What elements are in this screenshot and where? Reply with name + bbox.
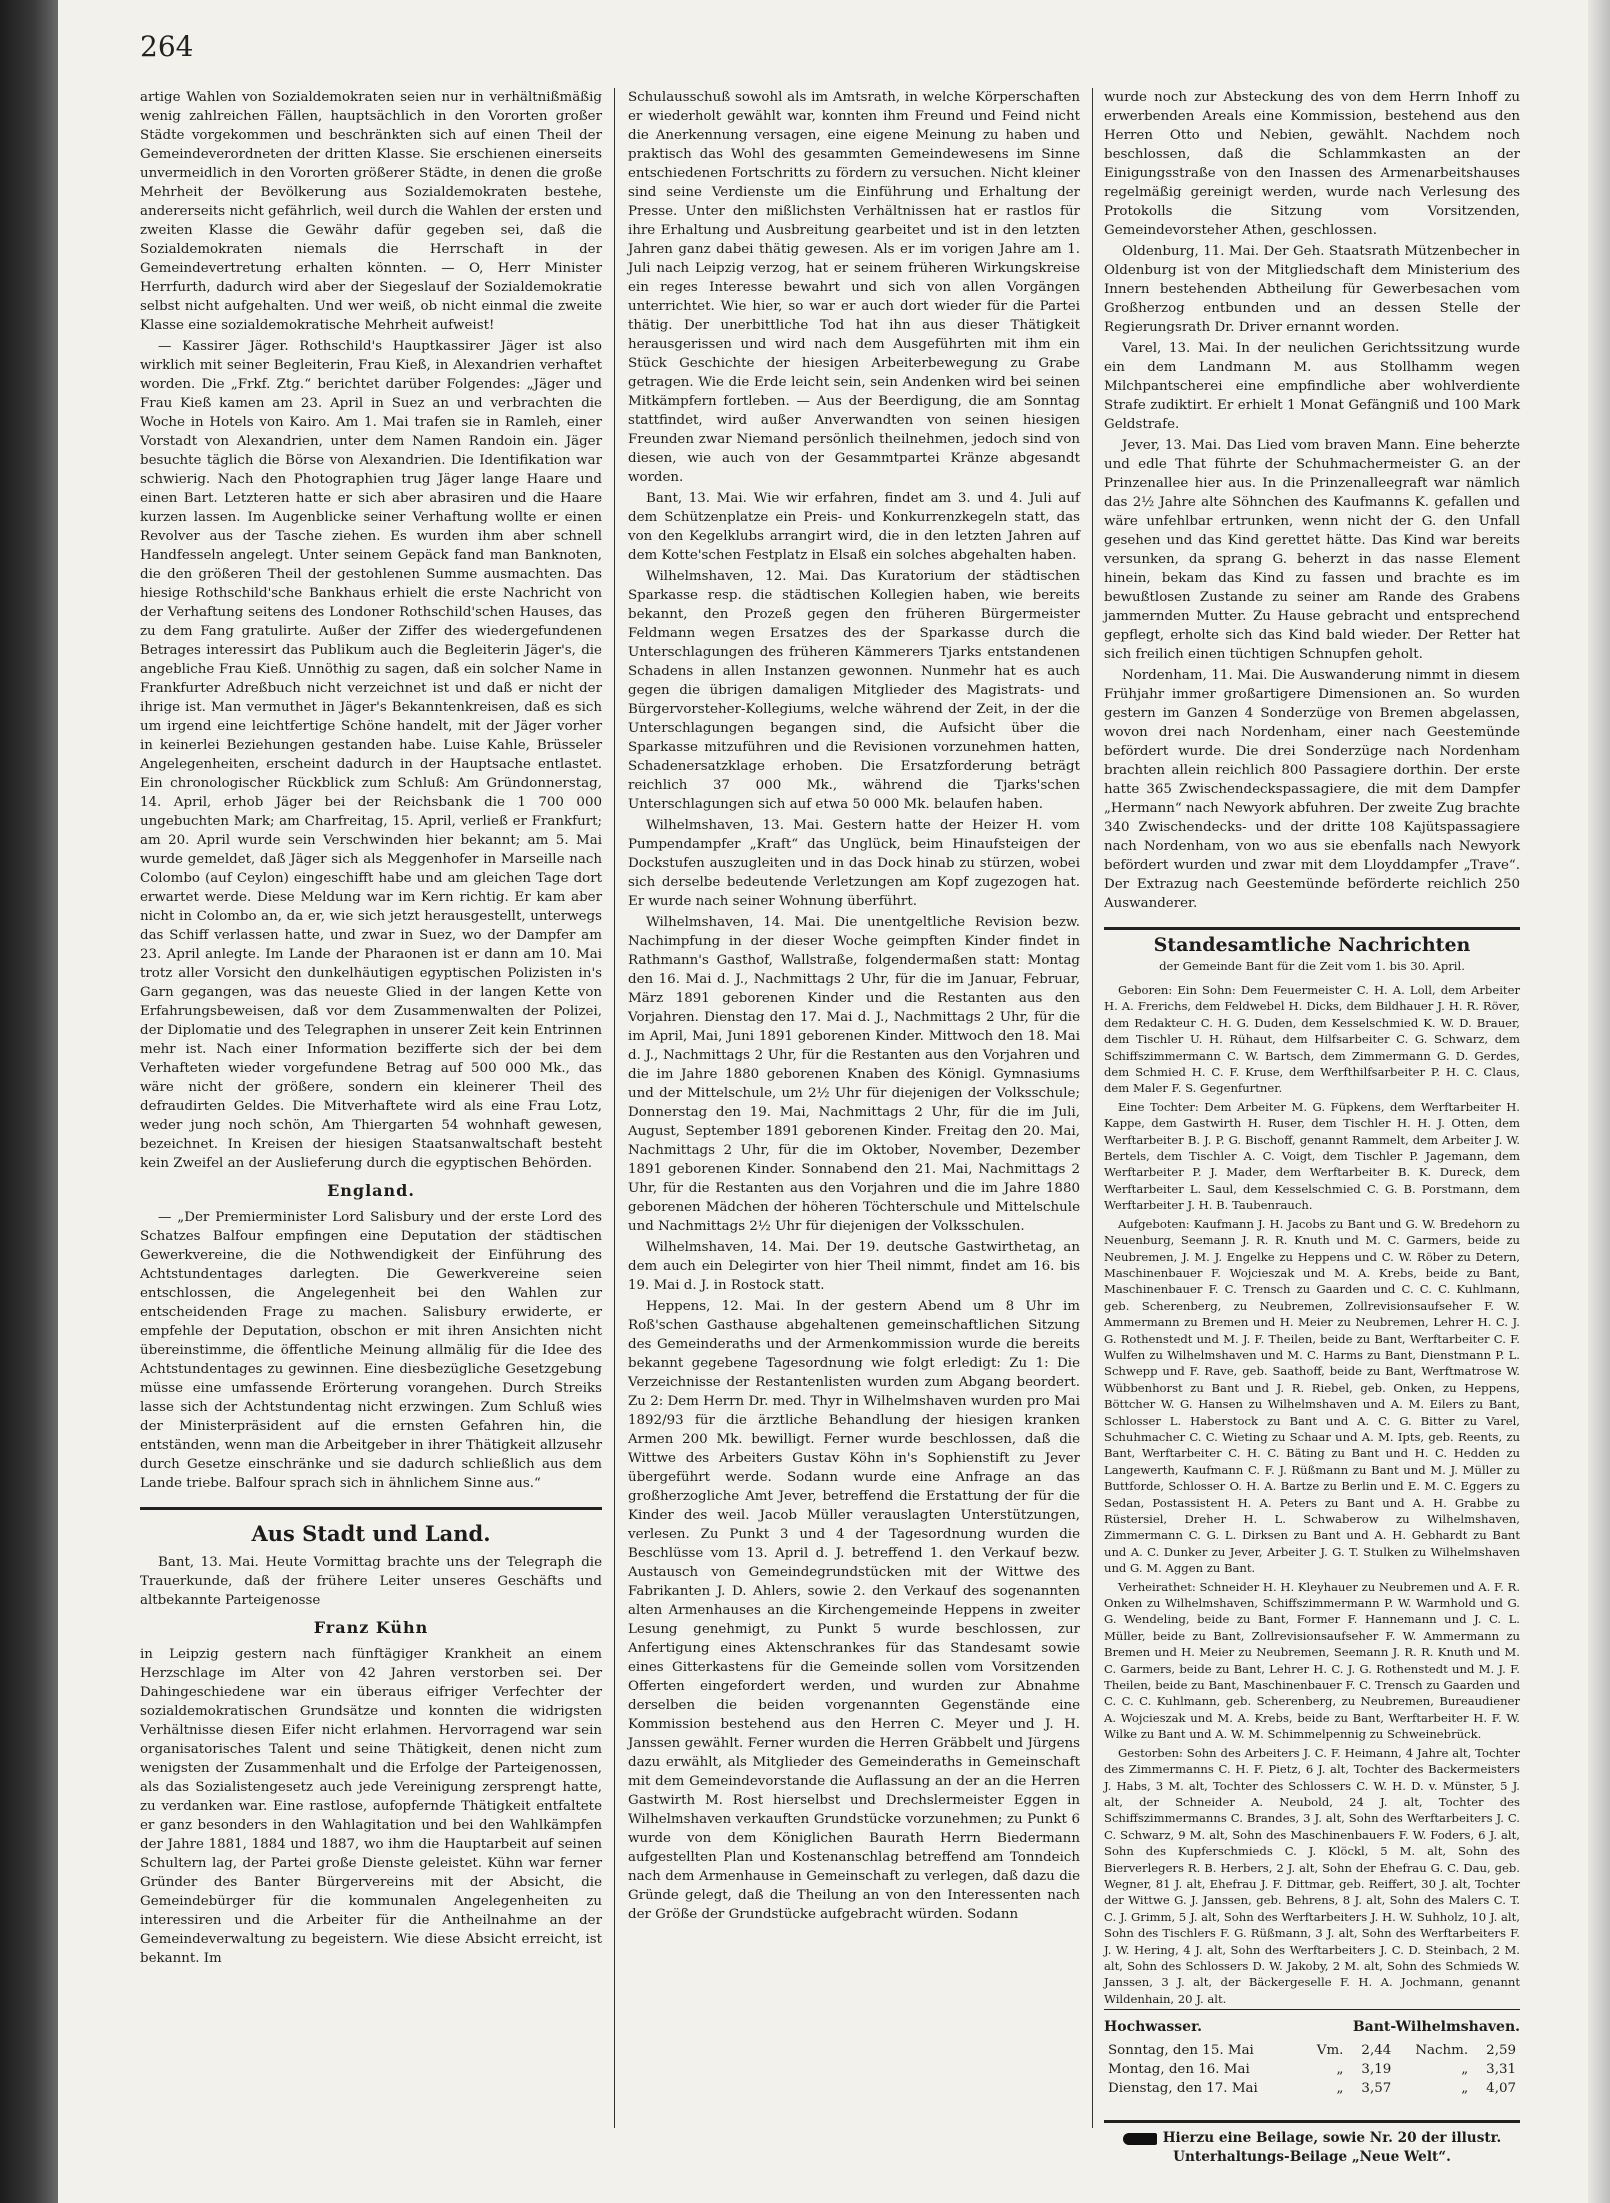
tide-table-header (1104, 2018, 1520, 2037)
article-paragraph: Oldenburg, 11. Mai. Der Geh. Staatsrath Mützenbecher in Oldenburg ist von der Mitgliedschaft dem Ministerium des Innern bestehenden Abtheilung für Gewerbesachen vom Großherzog entbunden und an dessen Stelle der Regierungsrath Dr. Driver ernannt worden. (1104, 244, 1520, 335)
tide-pm-label: „ (1461, 2081, 1469, 2097)
tide-table (1104, 2041, 1520, 2098)
article-paragraph: Nordenham, 11. Mai. Die Auswanderung nimmt in diesem Frühjahr immer großartigere Dimensionen an. So wurden gestern im Ganzen 4 Sonderzüge von Bremen abgelassen, wovon drei nach Nordenham, einer nach Geestemünde befördert wurde. Die drei Sonderzüge nach Nordenham brachten allein reichlich 800 Passagiere dorthin. Der erste hatte 365 Zwischendeckspassagiere, die mit dem Dampfer „Hermann“ nach Newyork abfuhren. Der zweite Zug brachte 340 Zwischendecks- und der dritte 108 Kajütspassagiere nach Nordenham, von wo aus sie ebenfalls nach Newyork befördert wurden und zwar mit dem Lloyddampfer „Trave“. Der Extrazug nach Geestemünde beförderte reichlich 250 Auswanderer. (1104, 668, 1520, 911)
pointing-hand-icon (1123, 2133, 1157, 2145)
civil-registry-list (1104, 982, 1520, 2007)
table-row (1104, 2041, 1520, 2060)
article-paragraph: Varel, 13. Mai. In der neulichen Gerichtssitzung wurde ein dem Landmann M. aus Stollhamm wegen Milchpantscherei eine empfindliche aber wohlverdiente Strafe zudiktirt. Er erhielt 1 Monat Gefängniß und 100 Mark Geldstrafe. (1104, 341, 1520, 432)
article-paragraph: Jever, 13. Mai. Das Lied vom braven Mann. Eine beherzte und edle That führte der Schuhmachermeister G. an der Prinzenallee hier aus. In die Prinzenalleegraft war nämlich das 2½ Jahre alte Söhnchen des Kaufmanns K. gefallen und wäre unfehlbar ertrunken, wenn nicht der G. den Unfall gesehen und das Kind gerettet hätte. Das Kind war bereits versunken, da sprang G. beherzt in das nasse Element hinein, bekam das Kind zu fassen und brachte es im bewußtlosen Zustande zu seiner am Rande des Grabens jammernden Mutter. Zu Hause gebracht und entsprechend gepflegt, erholte sich das Kind bald wieder. Der Retter hat sich freilich einen tüchtigen Schnupfen geholt. (1104, 438, 1520, 662)
article-paragraph: Wilhelmshaven, 12. Mai. Das Kuratorium der städtischen Sparkasse resp. die städtischen Kollegien haben, wie bereits bekannt, den Prozeß gegen den früheren Bürgermeister Feldmann wegen Ersatzes des der Sparkasse durch die Unterschlagungen des früheren Kämmerers Tjarks entstandenen Schadens in allen Instanzen gewonnen. Nunmehr hat es auch gegen die übrigen damaligen Mitglieder des Magistrats- und Bürgervorsteher-Kollegiums, welche während der Zeit, in der die Unterschlagungen begangen sind, die Aufsicht über die Sparkasse mitzuführen und die Revisionen vorzunehmen hatten, Schadenersatzklage erhoben. Die Ersatzforderung beträgt reichlich 37 000 Mk., während die Tjarks'schen Unterschlagungen sich auf etwa 50 000 Mk. belaufen haben. (628, 569, 1080, 812)
tide-location: Bant-Wilhelmshaven. (1352, 2019, 1520, 2036)
book-binding-edge (0, 0, 58, 2203)
article-paragraph: — „Der Premierminister Lord Salisbury und der erste Lord des Schatzes Balfour empfingen eine Deputation der städtischen Gewerkvereine, die die Nothwendigkeit der Einführung des Achtstundentages darlegten. Die Gewerkvereine seien entschlossen, die Angelegenheit bei den Wahlen zur entscheidenden Frage zu machen. Salisbury erwiderte, er empfehle der Deputation, obschon er mit ihren Ansichten nicht übereinstimme, die öffentliche Meinung allmälig für die Idee des Achtstundentages zu gewinnen. Eine diesbezügliche Gesetzgebung müsse eine umfassende Erörterung vorangehen. Durch Streiks lasse sich der Achtstundentag nicht erzwingen. Zum Schluß wies der Ministerpräsident auf die ernsten Gefahren hin, die entständen, wenn man die Arbeitgeber in ihrer Thätigkeit allzusehr durch Gesetze einschränke und sie dadurch schließlich aus dem Lande triebe. Balfour sprach sich in ähnlichem Sinne aus.“ (140, 1210, 602, 1491)
tide-day: Montag, den 16. Mai (1108, 2062, 1250, 2078)
registry-births-daughters: Eine Tochter: Dem Arbeiter M. G. Füpkens, dem Werftarbeiter H. Kappe, dem Gastwirth H. Ruser, dem Tischler H. H. J. Otten, dem Werftarbeiter B. J. P. G. Bischoff, genannt Rammelt, dem Arbeiter J. W. Bertels, dem Tischler A. C. Voigt, dem Tischler P. Jagemann, dem Werftarbeiter P. J. Mader, dem Werftarbeiter B. K. Dureck, dem Werftarbeiter L. Saul, dem Kesselschmied C. G. B. Porstmann, dem Werftarbeiter J. H. B. Taubenrauch. (1104, 1099, 1520, 1213)
tide-pm-value: 3,31 (1486, 2062, 1516, 2078)
section-heading-england: England. (327, 1181, 415, 1200)
tide-am-value: 2,44 (1361, 2043, 1392, 2059)
section-subheading: der Gemeinde Bant für die Zeit vom 1. bis 30. April. (1159, 959, 1465, 973)
registry-births-sons: Geboren: Ein Sohn: Dem Feuermeister C. H. A. Loll, dem Arbeiter H. A. Frerichs, dem Feldwebel H. Dicks, dem Bildhauer J. H. R. Röver, dem Redakteur C. H. G. Duden, dem Kesselschmied K. W. D. Brauer, dem Tischler U. H. Rühaut, dem Hilfsarbeiter C. G. Schwarz, dem Schiffszimmermann C. W. Bartsch, dem Zimmermann G. D. Gerdes, dem Schmied H. C. F. Kruse, dem Werfthilfsarbeiter P. H. C. Claus, dem Maler F. S. Gegenfurtner. (1104, 983, 1520, 1096)
registry-marriages: Verheirathet: Schneider H. H. Kleyhauer zu Neubremen und A. F. R. Onken zu Wilhelmshaven, Schiffszimmermann P. W. Warmhold und G. G. Wendeling, beide zu Bant, Former F. Hannemann und J. C. L. Müller, beide zu Bant, Zollrevisionsaufseher F. W. Ammermann zu Bremen und H. Meier zu Neubremen, Seemann J. R. R. Knuth und M. C. Garmers, beide zu Bant, Lehrer H. C. J. G. Rothenstedt und M. J. F. Theilen, beide zu Bant, Maschinenbauer F. C. Trensch zu Gaarden und C. C. C. Kuhlmann, geb. Scherenberg, zu Neubremen, Bureaudiener A. Wojcieszak und M. A. Krebs, beide zu Bant, Werftarbeiter H. F. W. Wilke zu Bant und A. W. M. Schimmelpennig zu Schweinebrück. (1104, 1579, 1520, 1742)
supplement-notice (1104, 2120, 1520, 2167)
article-paragraph: wurde noch zur Absteckung des von dem Herrn Inhoff zu erwerbenden Areals eine Kommission, bestehend aus den Herren Otto und Nebien, gewählt. Nachdem noch beschlossen, daß die Schlammkasten an der Einigungsstraße von den Inassen des Armenarbeitshauses regelmäßig gereinigt werden, wurde nach Verlesung des Protokolls die Sitzung vom Vorsitzenden, Gemeindevorsteher Athen, geschlossen. (1104, 90, 1520, 238)
tide-day: Dienstag, den 17. Mai (1108, 2081, 1258, 2097)
tide-am-label: „ (1336, 2062, 1344, 2078)
tide-title: Hochwasser. (1104, 2019, 1203, 2036)
tide-pm-label: Nachm. (1415, 2043, 1469, 2059)
tide-am-value: 3,19 (1361, 2062, 1392, 2078)
article-paragraph: Bant, 13. Mai. Heute Vormittag brachte uns der Telegraph die Trauerkunde, daß der frühere Leiter unseres Geschäfts und altbekannte Parteigenosse (140, 1555, 602, 1608)
divider (140, 1507, 602, 1510)
article-paragraph: Heppens, 12. Mai. In der gestern Abend um 8 Uhr im Roß'schen Gasthause abgehaltenen gemeinschaftlichen Sitzung des Gemeinderaths und der Armenkommission wurde die bereits bekannt gegebene Tagesordnung wie folgt erledigt: Zu 1: Die Verzeichnisse der Restantenlisten wurden zum Abgang beordert. Zu 2: Dem Herrn Dr. med. Thyr in Wilhelmshaven wurden pro Mai 1892/93 für die ärztliche Behandlung der hiesigen kranken Armen 200 Mk. bewilligt. Ferner wurde beschlossen, daß die Wittwe des Arbeiters Gustav Köhn in's Sophienstift zu Jever übergeführt werde. Sodann wurde eine Anfrage an das großherzogliche Amt Jever, betreffend die Erstattung der für die Kinder des weil. Jacob Müller verauslagten Unterstützungen, verlesen. Zu Punkt 3 und 4 der Tagesordnung wurden die Beschlüsse vom 13. April d. J. betreffend 1. den Verkauf bezw. Austausch von Gemeindegrundstücken mit der Wittwe des Fabrikanten J. D. Ahlers, sowie 2. den Verkauf des sogenannten alten Armenhauses an die Kirchengemeinde Heppens in zweiter Lesung genehmigt, zu Punkt 5 wurde beschlossen, zur Anfertigung eines Aktenschrankes für das Standesamt sowie eines Gitterkastens für die Gemeinde sollen vom Vorsitzenden Offerten eingefordert werden, und wurden zur Abnahme derselben die beiden vorgenannten Gegenstände eine Kommission bestehend aus den Herren C. Meyer und J. H. Janssen gewählt. Ferner wurden die Herren Gräbbelt und Jürgens dazu erwählt, als Mitglieder des Gemeinderaths in Gemeinschaft mit dem Gemeindevorstande die Auflassung an der an die Herren Gastwirth M. Rost hierselbst und Drechslermeister Eggen in Wilhelmshaven verkauften Grundstücke vorzunehmen; zu Punkt 6 wurde von dem Königlichen Baurath Herrn Biedermann aufgestellten Plan und Kostenanschlag betreffend am Tonndeich nach dem Armenhause in Gemeinschaft zu verlegen, daß dazu die Gründe gelegt, daß die Theilung an von den Interessenten nach der Größe der Grundstücke aufgebracht würden. Sodann (628, 1299, 1080, 1922)
article-paragraph: Wilhelmshaven, 13. Mai. Gestern hatte der Heizer H. vom Pumpendampfer „Kraft“ das Unglück, beim Hinaufsteigen der Dockstufen auszugleiten und in das Dock hinab zu stürzen, wobei sich derselbe bedeutende Verletzungen am Kopf zugezogen hat. Er wurde nach seiner Wohnung überführt. (628, 818, 1080, 909)
tide-pm-label: „ (1461, 2062, 1469, 2078)
supplement-notice-text: Hierzu eine Beilage, sowie Nr. 20 der illustr. Unterhaltungs-Beilage „Neue Welt“. (1162, 2130, 1502, 2166)
divider (1104, 2009, 1520, 2010)
tide-am-label: „ (1336, 2081, 1344, 2097)
column-rule (614, 88, 615, 2128)
divider (1104, 927, 1520, 930)
section-heading-stadt-und-land: Aus Stadt und Land. (251, 1521, 491, 1546)
tide-am-value: 3,57 (1361, 2081, 1392, 2097)
tide-am-label: Vm. (1316, 2043, 1344, 2059)
article-paragraph: in Leipzig gestern nach fünftägiger Krankheit an einem Herzschlage im Alter von 42 Jahren verstorben sei. Der Dahingeschiedene war ein überaus eifriger Verfechter der sozialdemokratischen Grundsätze und konnten die widrigsten Verhältnisse diesen Eifer nicht erlahmen. Hervorragend war sein organisatorisches Talent und seine Thätigkeit, denen nicht zum wenigsten der Zusammenhalt und die Erfolge der Parteigenossen, als das Sozialistengesetz auch jede Vereinigung zersprengt hatte, zu verdanken war. Eine rastlose, aufopfernde Thätigkeit entfaltete er ganz besonders in den Wahlagitation und bei den Wahlkämpfen der Jahre 1881, 1884 und 1887, wo ihm die Hauptarbeit auf seinen Schultern lag, der Partei große Dienste geleistet. Kühn war ferner Gründer des Banter Bürgervereins mit der Absicht, die Gemeindebürger für die kommunalen Angelegenheiten zu interessiren und die Arbeiter für die Antheilnahme an der Gemeindeverwaltung zu begeistern. Wie diese Absicht erreicht, ist bekannt. Im (140, 1647, 602, 1966)
tide-day: Sonntag, den 15. Mai (1108, 2043, 1254, 2059)
article-paragraph: artige Wahlen von Sozialdemokraten seien nur in verhältnißmäßig wenig zahlreichen Fällen, hauptsächlich in den Vororten großer Städte vorgekommen und beschränkten sich auf einen Theil der Gemeindeverordneten der dritten Klasse. Sie erschienen einerseits unvermeidlich in den Vororten größerer Städte, in denen die große Mehrheit der Bevölkerung aus Sozialdemokraten bestehe, andererseits nicht gefährlich, weil durch die Wahlen der ersten und zweiten Klasse die Gewähr dafür gegeben sei, daß die Sozialdemokraten niemals die Herrschaft in der Gemeindevertretung erhalten könnten. — O, Herr Minister Herrfurth, dadurch wird aber der Siegeslauf der Sozialdemokratie selbst nicht aufgehalten. Und wer weiß, ob nicht einmal die zweite Klasse eine sozialdemokratische Mehrheit aufweist! (140, 90, 602, 333)
page-number: 264 (140, 30, 194, 63)
page-edge (1588, 0, 1610, 2203)
column-1 (140, 88, 602, 2118)
column-3 (1104, 88, 1520, 2166)
article-paragraph: Schulausschuß sowohl als im Amtsrath, in welche Körperschaften er wiederholt gewählt war, konnten ihm Freund und Feind nicht die Anerkennung versagen, eine eigene Meinung zu haben und praktisch das Wohl des gesammten Gemeindewesens im Sinne entschiedenen Fortschritts zu fördern zu versuchen. Nicht kleiner sind seine Verdienste um die Einführung und Erhaltung der Presse. Unter den mißlichsten Verhältnissen hat er rastlos für ihre Erhaltung und Ausbreitung gearbeitet und ist in den letzten Jahren ganz dabei thätig gewesen. Als er im vorigen Jahre am 1. Juli nach Leipzig verzog, hat er seinem früheren Wirkungskreise ein reges Interesse bewahrt und sich von allen Vorgängen unterrichtet. Wie hier, so war er auch dort wieder für die Partei thätig. Der unerbittliche Tod hat ihn aus dieser Thätigkeit herausgerissen und wird nach dem Ausgeführten mit ihm ein Stück Geschichte der hiesigen Arbeiterbewegung zu Grabe getragen. Wie die Erde leicht sein, sein Andenken wird bei seinen Mitkämpfern fortleben. — Aus der Beerdigung, die am Sonntag stattfindet, wird außer Anverwandten von seinen hiesigen Freunden zwar Niemand persönlich theilnehmen, jedoch sind von diesen, wie auch von der Gesammtpartei Kränze abgesandt worden. (628, 90, 1080, 485)
article-paragraph: — Kassirer Jäger. Rothschild's Hauptkassirer Jäger ist also wirklich mit seiner Begleiterin, Frau Kieß, in Alexandrien verhaftet worden. Die „Frkf. Ztg.“ berichtet darüber Folgendes: „Jäger und Frau Kieß kamen am 23. April in Suez an und verbrachten die Woche in Hotels von Kairo. Am 1. Mai trafen sie in Ramleh, einer Vorstadt von Alexandrien, unter dem Namen Randoin ein. Jäger besuchte täglich die Börse von Alexandrien. Die Identifikation war schwierig. Nach den Photographien trug Jäger lange Haare und einen Bart. Letzteren hatte er sich aber abrasiren und die Haare kurzen lassen. Im Augenblicke seiner Verhaftung wollte er einen Revolver aus der Tasche ziehen. Es wurden ihm aber schnell Handfesseln angelegt. Unter seinem Gepäck fand man Banknoten, die den größeren Theil der gestohlenen Summe ausmachten. Das hiesige Rothschild'sche Bankhaus erhielt die erste Nachricht von der Verhaftung seitens des Londoner Rothschild'schen Hauses, das zu dem Fang gratulirte. Außer der Ziffer des wiedergefundenen Betrages interessirt das Publikum auch die Begleiterin Jäger's, die angebliche Frau Kieß. Unnöthig zu sagen, daß ein solcher Name in Frankfurter Adreßbuch nicht verzeichnet ist und daß er nicht der ihrige ist. Man vermuthet in Jäger's Bekanntenkreisen, daß es sich um irgend eine leichtfertige Schöne handelt, mit der Jäger vorher in keinerlei Beziehungen gestanden habe. Luise Kahle, Brüsseler Angelegenheiten, erscheint dadurch in der Hauptsache entlastet. Ein chronologischer Rückblick zum Schluß: Am Gründonnerstag, 14. April, erhob Jäger bei der Reichsbank die 1 700 000 ungebuchten Mark; am Charfreitag, 15. April, verließ er Frankfurt; am 20. April wurde sein Verschwinden hier bekannt; am 5. Mai wurde gemeldet, daß Jäger sich als Meggenhofer in Marseille nach Colombo (auf Ceylon) eingeschifft habe und am gleichen Tage dort erwartet werde. Diese Meldung war im Kern richtig. Er kam aber nicht in Colombo an, da er, wie sich jetzt herausgestellt, unterwegs das Schiff verlassen hatte, und zwar in Suez, wo der Dampfer am 23. April anlegte. Im Lande der Pharaonen ist er dann am 10. Mai trotz aller Vorsicht den dunkelhäutigen egyptischen Polizisten in's Garn gegangen, was das neueste Glied in der langen Kette von Erfahrungsbeweisen, daß vor dem Zusammenwalten der Polizei, der Diplomatie und des Telegraphen in unserer Zeit kein Entrinnen mehr ist. Nach einer Information bezifferte sich der bei dem Verhafteten wieder vorgefundene Betrag auf 500 000 Mk., das wäre nicht der größere, sondern ein kleinerer Theil des defraudirten Geldes. Die Mitverhaftete wird als eine Frau Lotz, weder jung noch schön, Am Thiergarten 54 wohnhaft gewesen, bezeichnet. In Kreisen der hiesigen Staatsanwaltschaft besteht kein Zweifel an der Auslieferung durch die egyptischen Behörden. (140, 339, 602, 1171)
section-heading-standesamt: Standesamtliche Nachrichten (1153, 934, 1471, 956)
table-row (1104, 2060, 1520, 2079)
article-paragraph: Wilhelmshaven, 14. Mai. Die unentgeltliche Revision bezw. Nachimpfung in der dieser Woche geimpften Kinder findet in Rathmann's Gasthof, Wallstraße, folgendermaßen statt: Montag den 16. Mai d. J., Nachmittags 2 Uhr, für die im Januar, Februar, März 1891 geborenen Kinder und die Restanten aus den Vorjahren. Dienstag den 17. Mai d. J., Nachmittags 2 Uhr, für die im April, Mai, Juni 1891 geborenen Kinder. Mittwoch den 18. Mai d. J., Nachmittags 2 Uhr, für die Restanten aus den Vorjahren und die im Jahre 1880 geborenen Knaben des Königl. Gymnasiums und der Mittelschule, um 2½ Uhr für diejenigen der Volksschule; Donnerstag den 19. Mai, Nachmittags 2 Uhr, für die im Juli, August, September 1891 geborenen Kinder. Freitag den 20. Mai, Nachmittags 2 Uhr, für die im Oktober, November, Dezember 1891 geborenen Kinder. Sonnabend den 21. Mai, Nachmittags 2 Uhr, für die Restanten aus den Vorjahren und die im Jahre 1880 geborenen Mädchen der höheren Töchterschule und Mittelschule und Nachmittags 2½ Uhr für diejenigen der Volksschulen. (628, 915, 1080, 1234)
article-paragraph: Wilhelmshaven, 14. Mai. Der 19. deutsche Gastwirthetag, an dem auch ein Delegirter von hier Theil nimmt, findet am 16. bis 19. Mai d. J. in Rostock statt. (628, 1240, 1080, 1293)
registry-banns: Aufgeboten: Kaufmann J. H. Jacobs zu Bant und G. W. Bredehorn zu Neuenburg, Seemann J. R. R. Knuth und M. C. Garmers, beide zu Neubremen, J. M. J. Engelke zu Heppens und C. W. Röber zu Detern, Maschinenbauer F. Wojcieszak und M. A. Krebs, beide zu Bant, Maschinenbauer F. C. Trensch zu Gaarden und C. C. C. Kuhlmann, geb. Scherenberg, zu Neubremen, Zollrevisionsaufseher F. W. Ammermann zu Bremen und H. Meier zu Neubremen, Lehrer H. C. J. G. Rothenstedt und M. J. F. Theilen, beide zu Bant, Werftarbeiter C. F. Wulfen zu Wilhelmshaven und M. C. Harms zu Bant, Dienstmann P. L. Schwepp und F. Rave, geb. Saathoff, beide zu Bant, Werftmatrose W. Wübbenhorst zu Bant und J. R. Riebel, geb. Onken, zu Heppens, Böttcher W. G. Hansen zu Wilhelmshaven und A. M. Eilers zu Bant, Schlosser L. Haberstock zu Bant und A. C. G. Bitter zu Varel, Schuhmacher C. C. Wieting zu Schaar und A. M. Ipts, geb. Reents, zu Bant, Werftarbeiter C. H. C. Bäting zu Bant und H. C. Hedden zu Langewerth, Kaufmann C. F. J. Rüßmann zu Bant und M. J. Müller zu Buttforde, Schlosser O. H. A. Bartze zu Berlin und E. M. C. Eggers zu Sedan, Postassistent H. A. Peters zu Bant und A. H. Grabbe zu Rüstersiel, Dreher H. L. Schwaberow zu Wilhelmshaven, Zimmermann C. G. L. Dirksen zu Bant und A. H. Gebhardt zu Bant und A. C. Dunker zu Jever, Arbeiter J. G. T. Stulken zu Wilhelmshaven und G. M. Aggen zu Bant. (1104, 1216, 1520, 1576)
tide-pm-value: 4,07 (1486, 2081, 1516, 2097)
obituary-name: Franz Kühn (313, 1618, 429, 1637)
column-2 (628, 88, 1080, 2118)
article-paragraph: Bant, 13. Mai. Wie wir erfahren, findet am 3. und 4. Juli auf dem Schützenplatze ein Preis- und Konkurrenzkegeln statt, das von den Kegelklubs arrangirt wird, die in den letzten Jahren auf dem Kotte'schen Festplatz in Elsaß ein solches abgehalten haben. (628, 491, 1080, 563)
column-rule (1092, 88, 1093, 2128)
table-row (1104, 2079, 1520, 2098)
tide-pm-value: 2,59 (1486, 2043, 1516, 2059)
registry-deaths: Gestorben: Sohn des Arbeiters J. C. F. Heimann, 4 Jahre alt, Tochter des Zimmermanns C. H. F. Pietz, 6 J. alt, Tochter des Backermeisters J. Habs, 3 M. alt, Tochter des Schlossers C. W. H. D. v. Münster, 5 J. alt, der Schneider A. Neubold, 24 J. alt, Tochter des Schiffszimmermanns C. Brandes, 3 J. alt, Sohn des Werftarbeiters J. C. C. Schwarz, 9 M. alt, Sohn des Maschinenbauers F. W. Foders, 6 J. alt, Sohn des Kupferschmieds C. J. Klöckl, 5 M. alt, Sohn des Bierverlegers R. B. Herbers, 2 J. alt, Sohn der Ehefrau G. C. Dau, geb. Wegner, 81 J. alt, Ehefrau J. F. Dittmar, geb. Reiffert, 30 J. alt, Tochter der Wittwe G. J. Janssen, geb. Behrens, 8 J. alt, Sohn des Malers C. T. C. J. Grimm, 5 J. alt, Sohn des Werftarbeiters J. H. W. Suhholz, 10 J. alt, Sohn des Tischlers F. G. Rüßmann, 3 J. alt, Sohn des Werftarbeiters F. J. W. Hering, 4 J. alt, Sohn des Werftarbeiters J. C. D. Steinbach, 2 M. alt, Sohn des Schlossers D. W. Jakoby, 2 M. alt, Sohn des Schmieds W. Janssen, 3 J. alt, der Bäckergeselle F. H. A. Jochmann, genannt Wildenhain, 20 J. alt. (1104, 1745, 1520, 2006)
